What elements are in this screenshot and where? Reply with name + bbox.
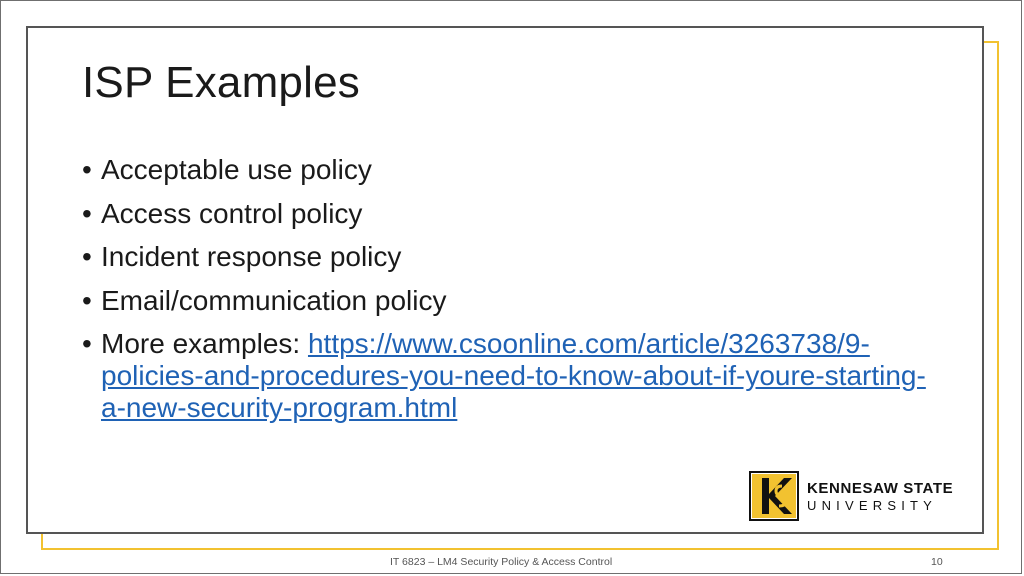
logo-text-line2: UNIVERSITY	[807, 498, 938, 513]
ks-monogram-icon	[748, 470, 800, 522]
bullet-glyph: •	[82, 284, 92, 316]
list-item	[82, 285, 942, 317]
bullet-glyph: •	[82, 197, 92, 229]
slide-title: ISP Examples	[82, 58, 360, 107]
more-examples-label: More examples:	[101, 328, 308, 359]
bullet-text: Access control policy	[101, 197, 363, 229]
bullet-text: Incident response policy	[101, 241, 402, 272]
list-item	[82, 241, 942, 273]
footer-course-title: IT 6823 – LM4 Security Policy & Access Control	[390, 556, 613, 568]
logo-text-line1: KENNESAW STATE	[807, 480, 954, 497]
bullet-text: Email/communication policy	[101, 284, 447, 316]
bullet-glyph: •	[82, 241, 92, 272]
page-number: 10	[931, 556, 943, 568]
list-item	[82, 198, 942, 230]
bullet-glyph: •	[82, 154, 92, 185]
university-logo	[748, 470, 963, 525]
bullet-list	[82, 154, 942, 436]
bullet-glyph: •	[82, 328, 92, 359]
bullet-text: Acceptable use policy	[101, 154, 372, 185]
list-item	[82, 154, 942, 186]
more-examples-link[interactable]: https://www.csoonline.com/article/3263738/9-policies-and-procedures-you-need-to-know-about-if-youre-starting-a-new-security-program.html	[101, 328, 926, 423]
list-item	[82, 328, 942, 424]
